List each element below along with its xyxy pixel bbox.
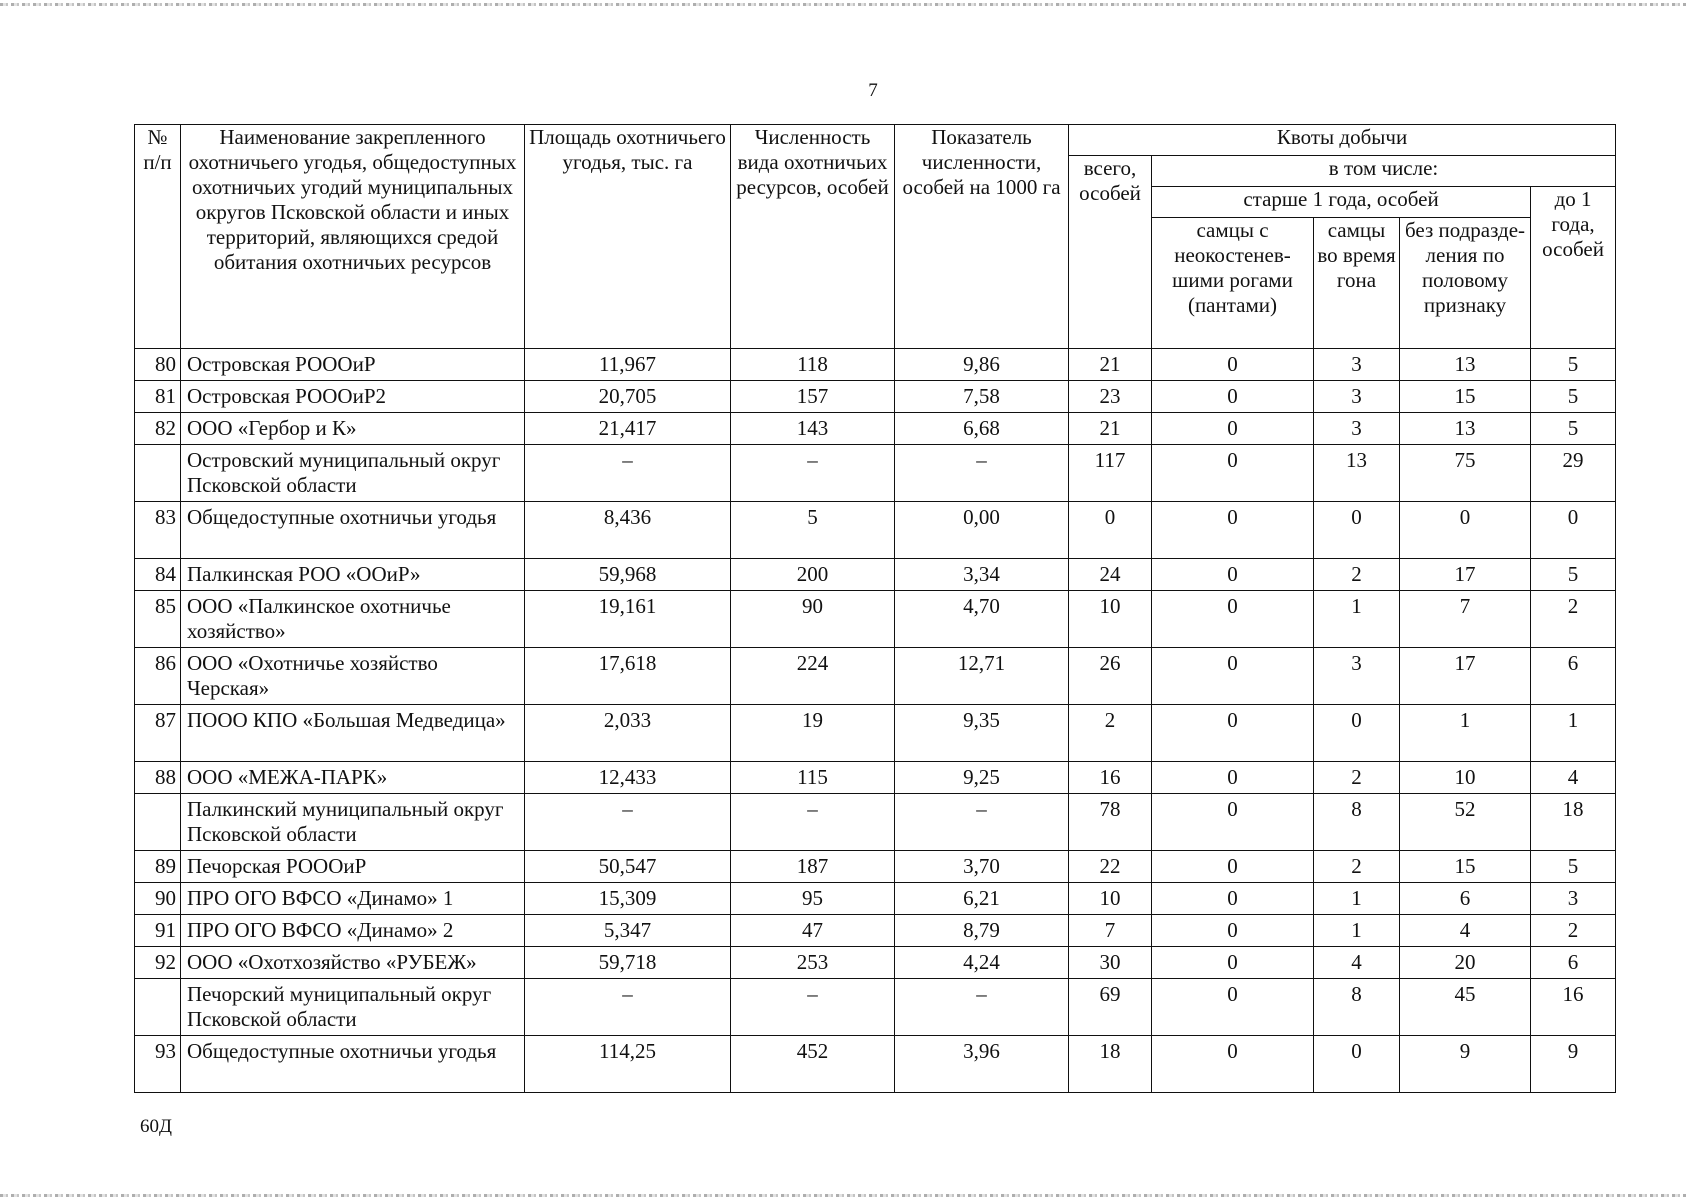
cell-males-velvet: 0 (1152, 591, 1314, 648)
cell-area: – (525, 979, 731, 1036)
cell-density: 4,24 (895, 947, 1069, 979)
table-body (135, 349, 1616, 1093)
cell-area: 12,433 (525, 762, 731, 794)
cell-males-rut: 4 (1314, 947, 1400, 979)
cell-young: 9 (1531, 1036, 1616, 1093)
cell-area: 20,705 (525, 381, 731, 413)
cell-males-velvet: 0 (1152, 979, 1314, 1036)
subtotal-row (135, 445, 1616, 502)
header-males-rut: самцы во время гона (1314, 218, 1400, 349)
cell-total: 30 (1069, 947, 1152, 979)
cell-area: 2,033 (525, 705, 731, 762)
cell-total: 22 (1069, 851, 1152, 883)
header-young: до 1 года, особей (1531, 187, 1616, 349)
cell-males-rut: 0 (1314, 705, 1400, 762)
cell-population: 47 (731, 915, 895, 947)
table-row (135, 947, 1616, 979)
cell-num: 93 (135, 1036, 181, 1093)
cell-males-velvet: 0 (1152, 883, 1314, 915)
cell-name: ООО «Гербор и К» (181, 413, 525, 445)
cell-no-sex: 52 (1400, 794, 1531, 851)
cell-area: 5,347 (525, 915, 731, 947)
header-population: Численность вида охотничьих ресурсов, особей (731, 125, 895, 349)
cell-males-velvet: 0 (1152, 559, 1314, 591)
cell-population: 143 (731, 413, 895, 445)
cell-young: 18 (1531, 794, 1616, 851)
cell-area: 59,718 (525, 947, 731, 979)
cell-density: 6,68 (895, 413, 1069, 445)
cell-area: – (525, 794, 731, 851)
table-row (135, 413, 1616, 445)
cell-area: 114,25 (525, 1036, 731, 1093)
cell-no-sex: 15 (1400, 381, 1531, 413)
header-name: Наименование закрепленного охотничьего угодья, общедоступных охотничьих угодий муниципальных округов Псковской области и иных территорий, являющихся средой обитания охотничьих ресурсов (181, 125, 525, 349)
cell-population: 157 (731, 381, 895, 413)
cell-males-rut: 2 (1314, 559, 1400, 591)
cell-density: 6,21 (895, 883, 1069, 915)
subtotal-row (135, 794, 1616, 851)
cell-total: 21 (1069, 349, 1152, 381)
cell-young: 29 (1531, 445, 1616, 502)
cell-no-sex: 4 (1400, 915, 1531, 947)
table-row (135, 705, 1616, 762)
cell-males-velvet: 0 (1152, 381, 1314, 413)
table-row (135, 851, 1616, 883)
cell-density: 9,25 (895, 762, 1069, 794)
cell-males-velvet: 0 (1152, 445, 1314, 502)
cell-males-velvet: 0 (1152, 502, 1314, 559)
cell-population: 90 (731, 591, 895, 648)
cell-population: 187 (731, 851, 895, 883)
cell-males-velvet: 0 (1152, 794, 1314, 851)
cell-no-sex: 45 (1400, 979, 1531, 1036)
cell-total: 10 (1069, 883, 1152, 915)
quota-table (134, 124, 1616, 1093)
cell-name: Островский муниципальный округ Псковской области (181, 445, 525, 502)
cell-young: 16 (1531, 979, 1616, 1036)
cell-males-velvet: 0 (1152, 947, 1314, 979)
cell-males-rut: 1 (1314, 883, 1400, 915)
header-area: Площадь охотничьего угодья, тыс. га (525, 125, 731, 349)
cell-no-sex: 10 (1400, 762, 1531, 794)
scan-edge-top (0, 3, 1686, 6)
cell-no-sex: 7 (1400, 591, 1531, 648)
cell-population: 224 (731, 648, 895, 705)
table-row (135, 1036, 1616, 1093)
cell-area: 21,417 (525, 413, 731, 445)
cell-area: 50,547 (525, 851, 731, 883)
cell-population: 452 (731, 1036, 895, 1093)
cell-males-rut: 2 (1314, 851, 1400, 883)
cell-name: Печорская РОООиР (181, 851, 525, 883)
header-including: в том числе: (1152, 156, 1616, 187)
cell-young: 0 (1531, 502, 1616, 559)
cell-males-velvet: 0 (1152, 705, 1314, 762)
page-number: 7 (868, 80, 878, 101)
cell-num (135, 794, 181, 851)
cell-density: 3,34 (895, 559, 1069, 591)
cell-young: 1 (1531, 705, 1616, 762)
cell-no-sex: 17 (1400, 648, 1531, 705)
cell-males-velvet: 0 (1152, 851, 1314, 883)
cell-males-velvet: 0 (1152, 762, 1314, 794)
cell-density: 9,86 (895, 349, 1069, 381)
cell-males-rut: 13 (1314, 445, 1400, 502)
cell-num: 85 (135, 591, 181, 648)
cell-no-sex: 0 (1400, 502, 1531, 559)
cell-density: 3,70 (895, 851, 1069, 883)
scan-edge-bottom (0, 1194, 1686, 1197)
cell-population: 5 (731, 502, 895, 559)
cell-males-rut: 0 (1314, 502, 1400, 559)
cell-no-sex: 17 (1400, 559, 1531, 591)
cell-total: 7 (1069, 915, 1152, 947)
cell-no-sex: 6 (1400, 883, 1531, 915)
cell-young: 2 (1531, 915, 1616, 947)
cell-num: 87 (135, 705, 181, 762)
cell-name: Палкинский муниципальный округ Псковской области (181, 794, 525, 851)
cell-num: 81 (135, 381, 181, 413)
cell-no-sex: 20 (1400, 947, 1531, 979)
cell-area: – (525, 445, 731, 502)
cell-males-rut: 3 (1314, 648, 1400, 705)
cell-no-sex: 75 (1400, 445, 1531, 502)
cell-young: 3 (1531, 883, 1616, 915)
cell-males-rut: 2 (1314, 762, 1400, 794)
cell-population: – (731, 794, 895, 851)
cell-males-rut: 1 (1314, 915, 1400, 947)
header-num: № п/п (135, 125, 181, 349)
header-no-sex: без подразде-ления по половому признаку (1400, 218, 1531, 349)
cell-area: 8,436 (525, 502, 731, 559)
cell-no-sex: 9 (1400, 1036, 1531, 1093)
cell-num: 86 (135, 648, 181, 705)
cell-population: – (731, 445, 895, 502)
cell-total: 26 (1069, 648, 1152, 705)
header-total: всего, особей (1069, 156, 1152, 349)
table-row (135, 915, 1616, 947)
cell-males-rut: 3 (1314, 381, 1400, 413)
cell-males-velvet: 0 (1152, 648, 1314, 705)
cell-density: 8,79 (895, 915, 1069, 947)
cell-total: 0 (1069, 502, 1152, 559)
cell-no-sex: 13 (1400, 413, 1531, 445)
table-row (135, 502, 1616, 559)
cell-total: 117 (1069, 445, 1152, 502)
cell-young: 5 (1531, 349, 1616, 381)
cell-area: 59,968 (525, 559, 731, 591)
cell-area: 15,309 (525, 883, 731, 915)
table-row (135, 349, 1616, 381)
cell-no-sex: 13 (1400, 349, 1531, 381)
cell-name: Общедоступные охотничьи угодья (181, 502, 525, 559)
header-quota-group: Квоты добычи (1069, 125, 1616, 156)
cell-total: 10 (1069, 591, 1152, 648)
cell-total: 2 (1069, 705, 1152, 762)
cell-name: ООО «Охотхозяйство «РУБЕЖ» (181, 947, 525, 979)
cell-name: ООО «Палкинское охотничье хозяйство» (181, 591, 525, 648)
cell-density: 3,96 (895, 1036, 1069, 1093)
cell-area: 17,618 (525, 648, 731, 705)
cell-young: 5 (1531, 413, 1616, 445)
cell-name: ООО «Охотничье хозяйство Черская» (181, 648, 525, 705)
cell-population: 253 (731, 947, 895, 979)
cell-num: 82 (135, 413, 181, 445)
cell-total: 23 (1069, 381, 1152, 413)
cell-males-rut: 8 (1314, 794, 1400, 851)
footer-code: 60Д (140, 1116, 172, 1137)
cell-males-rut: 8 (1314, 979, 1400, 1036)
cell-name: Печорский муниципальный округ Псковской области (181, 979, 525, 1036)
header-density: Показатель численности, особей на 1000 га (895, 125, 1069, 349)
subtotal-row (135, 979, 1616, 1036)
cell-num: 88 (135, 762, 181, 794)
header-males-velvet: самцы с неокостенев-шими рогами (пантами) (1152, 218, 1314, 349)
cell-males-velvet: 0 (1152, 349, 1314, 381)
cell-num: 83 (135, 502, 181, 559)
cell-young: 4 (1531, 762, 1616, 794)
cell-density: 0,00 (895, 502, 1069, 559)
header-older: старше 1 года, особей (1152, 187, 1531, 218)
cell-total: 18 (1069, 1036, 1152, 1093)
cell-name: Палкинская РОО «ООиР» (181, 559, 525, 591)
cell-density: – (895, 445, 1069, 502)
cell-area: 11,967 (525, 349, 731, 381)
table-row (135, 591, 1616, 648)
cell-num: 84 (135, 559, 181, 591)
cell-num: 92 (135, 947, 181, 979)
table-row (135, 883, 1616, 915)
cell-name: ПРО ОГО ВФСО «Динамо» 1 (181, 883, 525, 915)
cell-density: – (895, 979, 1069, 1036)
cell-density: 4,70 (895, 591, 1069, 648)
cell-no-sex: 1 (1400, 705, 1531, 762)
cell-young: 2 (1531, 591, 1616, 648)
cell-name: ПООО КПО «Большая Медведица» (181, 705, 525, 762)
table-row (135, 762, 1616, 794)
cell-density: 12,71 (895, 648, 1069, 705)
cell-young: 5 (1531, 851, 1616, 883)
cell-density: 7,58 (895, 381, 1069, 413)
cell-males-rut: 3 (1314, 413, 1400, 445)
cell-name: ПРО ОГО ВФСО «Динамо» 2 (181, 915, 525, 947)
cell-young: 5 (1531, 381, 1616, 413)
cell-density: – (895, 794, 1069, 851)
cell-total: 69 (1069, 979, 1152, 1036)
cell-population: 118 (731, 349, 895, 381)
cell-total: 21 (1069, 413, 1152, 445)
cell-young: 5 (1531, 559, 1616, 591)
cell-males-velvet: 0 (1152, 915, 1314, 947)
cell-young: 6 (1531, 648, 1616, 705)
cell-population: 19 (731, 705, 895, 762)
cell-num: 80 (135, 349, 181, 381)
cell-population: 115 (731, 762, 895, 794)
table-row (135, 648, 1616, 705)
cell-total: 16 (1069, 762, 1152, 794)
cell-males-velvet: 0 (1152, 413, 1314, 445)
cell-name: Островская РОООиР2 (181, 381, 525, 413)
table-header (135, 125, 1616, 349)
cell-total: 24 (1069, 559, 1152, 591)
cell-population: – (731, 979, 895, 1036)
cell-num: 89 (135, 851, 181, 883)
cell-no-sex: 15 (1400, 851, 1531, 883)
cell-density: 9,35 (895, 705, 1069, 762)
cell-num (135, 445, 181, 502)
cell-num: 91 (135, 915, 181, 947)
cell-males-rut: 0 (1314, 1036, 1400, 1093)
cell-young: 6 (1531, 947, 1616, 979)
cell-name: Островская РОООиР (181, 349, 525, 381)
cell-num (135, 979, 181, 1036)
cell-males-velvet: 0 (1152, 1036, 1314, 1093)
cell-population: 95 (731, 883, 895, 915)
cell-population: 200 (731, 559, 895, 591)
cell-males-rut: 1 (1314, 591, 1400, 648)
cell-area: 19,161 (525, 591, 731, 648)
table-row (135, 381, 1616, 413)
cell-name: Общедоступные охотничьи угодья (181, 1036, 525, 1093)
cell-num: 90 (135, 883, 181, 915)
table-row (135, 559, 1616, 591)
cell-total: 78 (1069, 794, 1152, 851)
cell-males-rut: 3 (1314, 349, 1400, 381)
cell-name: ООО «МЕЖА-ПАРК» (181, 762, 525, 794)
